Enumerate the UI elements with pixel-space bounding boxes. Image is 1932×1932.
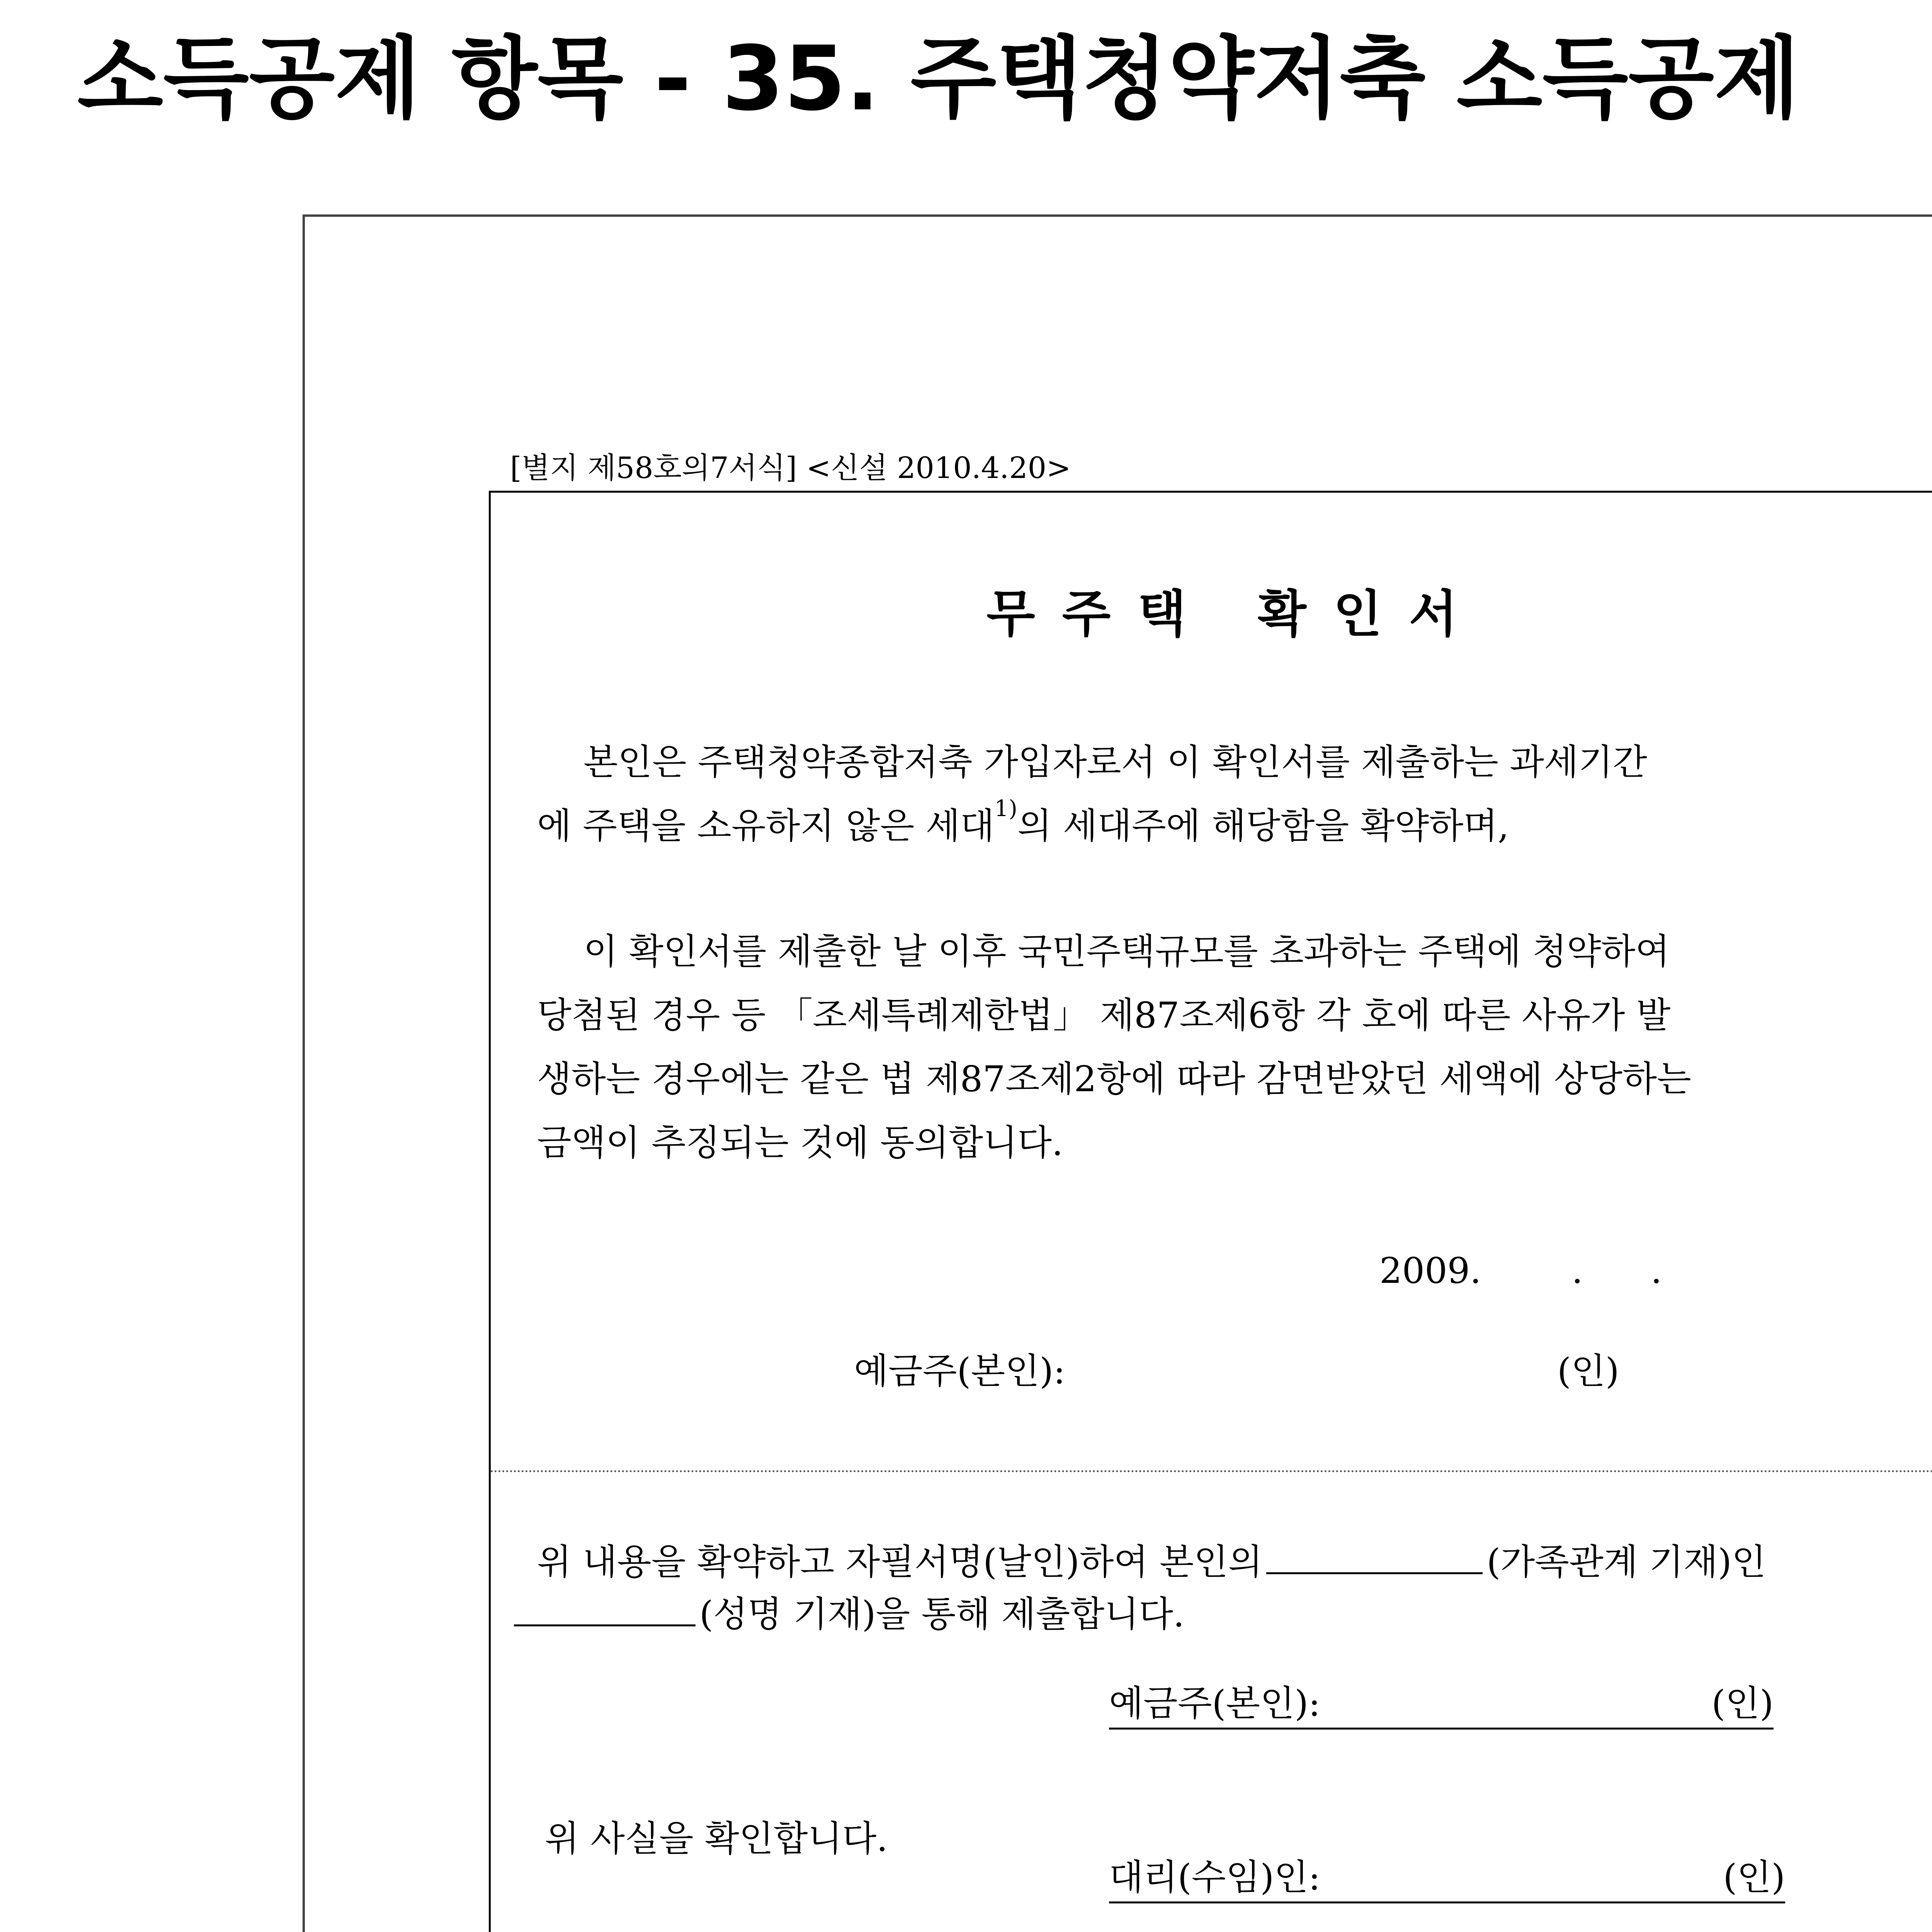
proxy-signature-line	[1109, 1849, 1785, 1903]
dotted-divider	[491, 1470, 1932, 1472]
paragraph-line: 본인은 주택청약종합저축 가입자로서 이 확인서를 제출하는 과세기간	[583, 742, 1647, 783]
paragraph-line: 이 확인서를 제출한 날 이후 국민주택규모를 초과하는 주택에 청약하여	[583, 931, 1670, 972]
depositor-label: 예금주(본인):	[854, 1350, 1066, 1392]
footnote-mark: 1)	[994, 795, 1017, 821]
commitment-paragraph	[537, 730, 1932, 858]
paragraph-line	[514, 1588, 1766, 1640]
depositor-signature-line	[1109, 1675, 1774, 1730]
depositor-seal: (인)	[1557, 1350, 1619, 1392]
relationship-blank	[1266, 1545, 1483, 1574]
form-box	[489, 491, 1932, 1932]
proxy-signature-seal: (인)	[1723, 1857, 1785, 1898]
consent-paragraph	[537, 920, 1691, 1175]
name-blank	[514, 1597, 696, 1626]
paragraph-text: 의 세대주에 해당함을 확약하며,	[1017, 805, 1509, 847]
date-field: 2009. . .	[1379, 1250, 1662, 1291]
paragraph-text: (성명 기재)을 통해 제출합니다.	[699, 1594, 1185, 1635]
paragraph-text: (가족관계 기재)인	[1486, 1541, 1766, 1583]
depositor-signature-label: 예금주(본인):	[1109, 1683, 1321, 1724]
proxy-submission-paragraph	[514, 1536, 1766, 1640]
paragraph-text: 에 주택을 소유하지 않은 세대	[537, 805, 995, 847]
confirm-text: 위 사실을 확인합니다.	[545, 1818, 888, 1859]
proxy-signature-label: 대리(수임)인:	[1109, 1857, 1321, 1898]
form-title: 무주택 확인서	[986, 584, 1485, 643]
paragraph-line	[537, 794, 1932, 858]
paragraph-line	[514, 1536, 1766, 1588]
paragraph-line: 당첨된 경우 등 「조세특례제한법」 제87조제6항 각 호에 따른 사유가 발	[537, 995, 1671, 1036]
form-header: [별지 제58호의7서식] <신설 2010.4.20>	[510, 451, 1071, 485]
paragraph-text: 위 내용을 확약하고 자필서명(날인)하여 본인의	[537, 1541, 1263, 1583]
paragraph-line: 생하는 경우에는 같은 법 제87조제2항에 따라 감면받았던 세액에 상당하는	[537, 1058, 1691, 1100]
paragraph-line: 금액이 추징되는 것에 동의합니다.	[537, 1122, 1063, 1163]
slide-title: 소득공제 항목 - 35. 주택청약저축 소득공제	[77, 27, 1800, 131]
depositor-signature-seal: (인)	[1711, 1683, 1774, 1724]
